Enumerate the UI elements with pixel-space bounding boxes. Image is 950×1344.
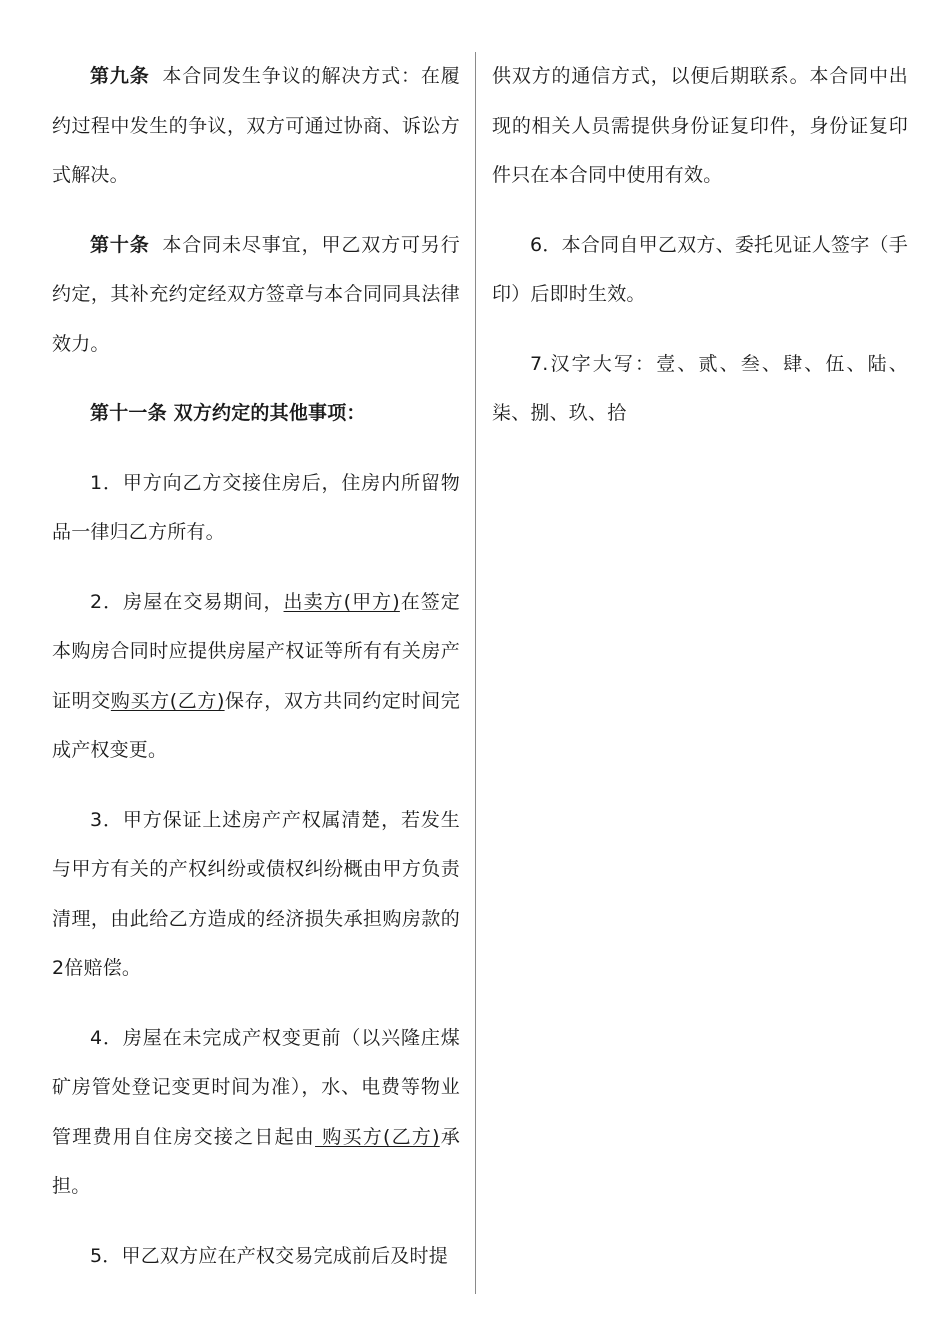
clause-4-text-b: 承担。 <box>52 1125 460 1197</box>
article-9-heading: 第九条 <box>90 65 150 87</box>
clause-5 <box>52 1232 460 1282</box>
clause-7 <box>492 340 908 439</box>
clause-6-text: 6．本合同自甲乙双方、委托见证人签字（手印）后即时生效。 <box>492 233 908 305</box>
article-11 <box>52 389 460 439</box>
article-10-heading: 第十条 <box>90 233 150 256</box>
clause-1-text: 1．甲方向乙方交接住房后，住房内所留物品一律归乙方所有。 <box>52 471 460 543</box>
article-11-heading: 第十一条 双方约定的其他事项： <box>90 402 366 424</box>
clause-5-continued <box>492 52 908 201</box>
article-9 <box>52 52 460 201</box>
clause-4-text-a: 4．房屋在未完成产权变更前（以兴隆庄煤矿房管处登记变更时间为准），水、电费等物业管理费用自住房交接之日起由 <box>52 1026 460 1148</box>
buyer-party: 购买方(乙方) <box>315 1125 440 1148</box>
buyer-party: 购买方(乙方) <box>110 689 225 712</box>
left-column <box>52 52 460 1301</box>
article-10-text: 本合同未尽事宜，甲乙双方可另行约定，其补充约定经双方签章与本合同同具法律效力。 <box>52 233 460 355</box>
clause-2-text-c: 保存，双方共同约定时间完成产权变更。 <box>52 689 460 761</box>
seller-party: 出卖方(甲方) <box>283 590 400 613</box>
clause-1 <box>52 459 460 558</box>
article-9-text: 本合同发生争议的解决方式：在履约过程中发生的争议，双方可通过协商、诉讼方式解决。 <box>52 65 460 186</box>
clause-2 <box>52 578 460 776</box>
right-column <box>492 52 908 459</box>
clause-5-continued-text: 供双方的通信方式，以便后期联系。本合同中出现的相关人员需提供身份证复印件，身份证复印件只在本合同中使用有效。 <box>492 65 908 186</box>
clause-2-text-a: 2．房屋在交易期间， <box>90 590 284 613</box>
column-divider <box>475 52 476 1294</box>
clause-3 <box>52 796 460 994</box>
clause-7-text: 7.汉字大写：壹、贰、叁、肆、伍、陆、柒、捌、玖、拾 <box>492 352 908 424</box>
article-10 <box>52 221 460 370</box>
clause-4 <box>52 1014 460 1212</box>
clause-3-text: 3．甲方保证上述房产产权属清楚，若发生与甲方有关的产权纠纷或债权纠纷概由甲方负责清理，由此给乙方造成的经济损失承担购房款的2倍赔偿。 <box>52 808 460 979</box>
clause-6 <box>492 221 908 320</box>
clause-2-text-b: 在签定本购房合同时应提供房屋产权证等所有有关房产证明交 <box>52 590 460 712</box>
clause-5-text: 5．甲乙双方应在产权交易完成前后及时提 <box>90 1244 448 1267</box>
